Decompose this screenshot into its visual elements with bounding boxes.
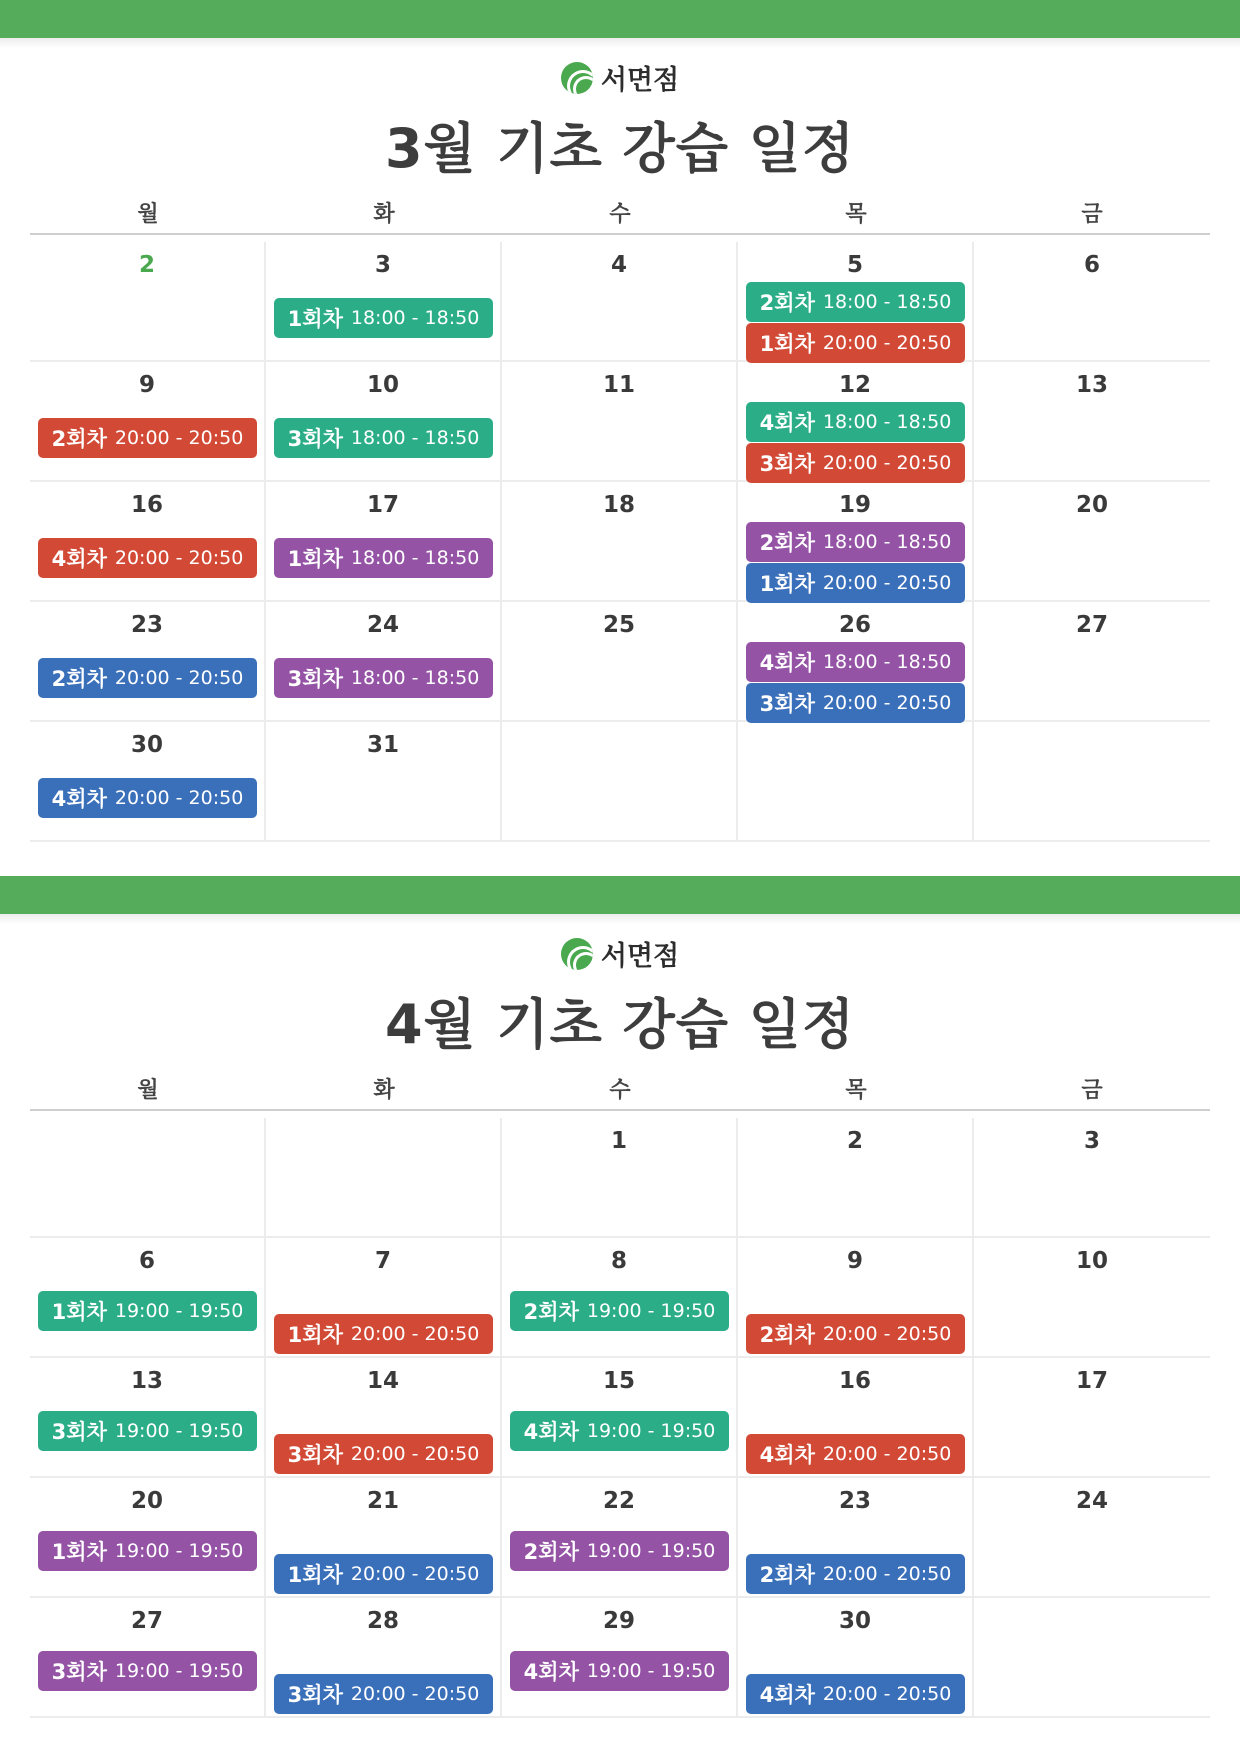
day-number: 2	[138, 252, 155, 278]
day-number: 17	[1075, 1368, 1108, 1394]
session-label: 4회차	[759, 1443, 815, 1467]
calendar-day-cell	[266, 242, 502, 362]
session-time: 20:00 - 20:50	[350, 1683, 480, 1705]
class-session-event[interactable]	[746, 282, 965, 322]
session-label: 4회차	[759, 651, 815, 675]
session-time: 20:00 - 20:50	[822, 1443, 952, 1465]
calendar-grid	[30, 242, 1210, 842]
calendar-day-cell	[30, 722, 266, 842]
calendar-day-cell	[502, 362, 738, 482]
session-label: 2회차	[759, 1563, 815, 1587]
session-label: 2회차	[523, 1300, 579, 1324]
session-label: 4회차	[51, 547, 107, 571]
day-number: 6	[1083, 252, 1100, 278]
calendar-day-cell	[974, 602, 1210, 722]
calendar-day-cell	[30, 1238, 266, 1358]
session-time: 20:00 - 20:50	[350, 1443, 480, 1465]
day-number: 11	[602, 372, 635, 398]
day-number: 9	[138, 372, 155, 398]
session-time: 19:00 - 19:50	[586, 1540, 716, 1562]
session-label: 1회차	[759, 332, 815, 356]
session-time: 20:00 - 20:50	[822, 692, 952, 714]
calendar-day-cell	[266, 1118, 502, 1238]
class-session-event[interactable]	[746, 1674, 965, 1714]
session-label: 1회차	[287, 1563, 343, 1587]
brand-logo-icon	[561, 62, 593, 94]
class-session-event[interactable]	[746, 402, 965, 442]
session-time: 20:00 - 20:50	[822, 332, 952, 354]
calendar-day-cell	[30, 242, 266, 362]
session-label: 1회차	[287, 1323, 343, 1347]
class-session-event[interactable]	[510, 1291, 729, 1331]
calendar-day-cell	[266, 482, 502, 602]
calendar-day-cell	[266, 602, 502, 722]
day-number: 29	[602, 1608, 635, 1634]
day-number: 18	[602, 492, 635, 518]
class-session-event[interactable]	[746, 1314, 965, 1354]
weekday-label: 월	[137, 202, 159, 227]
session-label: 3회차	[287, 1683, 343, 1707]
session-time: 19:00 - 19:50	[114, 1300, 244, 1322]
day-number: 10	[366, 372, 399, 398]
calendar-day-cell	[738, 362, 974, 482]
session-label: 2회차	[523, 1540, 579, 1564]
day-number: 23	[838, 1488, 871, 1514]
day-number: 8	[610, 1248, 627, 1274]
session-label: 1회차	[51, 1540, 107, 1564]
calendar-day-cell	[30, 362, 266, 482]
session-label: 3회차	[51, 1420, 107, 1444]
class-session-event[interactable]	[746, 522, 965, 562]
class-session-event[interactable]	[274, 1674, 493, 1714]
top-bar-shadow	[0, 38, 1240, 48]
session-time: 19:00 - 19:50	[114, 1420, 244, 1442]
session-label: 2회차	[51, 427, 107, 451]
day-number: 14	[366, 1368, 399, 1394]
calendar-day-cell	[266, 1358, 502, 1478]
session-label: 4회차	[523, 1420, 579, 1444]
calendar-day-cell	[30, 1358, 266, 1478]
session-time: 18:00 - 18:50	[822, 531, 952, 553]
class-session-event[interactable]	[38, 418, 257, 458]
session-time: 18:00 - 18:50	[350, 427, 480, 449]
session-label: 2회차	[759, 291, 815, 315]
calendar-day-cell	[974, 1598, 1210, 1718]
class-session-event[interactable]	[274, 538, 493, 578]
day-number: 13	[130, 1368, 163, 1394]
session-time: 19:00 - 19:50	[114, 1660, 244, 1682]
class-session-event[interactable]	[274, 1554, 493, 1594]
brand-logo-icon	[561, 938, 593, 970]
calendar-title: 4월 기초 강습 일정	[384, 993, 856, 1056]
weekday-label: 월	[137, 1078, 159, 1103]
weekday-label: 화	[373, 202, 395, 227]
calendar-day-cell	[502, 1598, 738, 1718]
top-color-bar	[0, 876, 1240, 914]
day-number: 17	[366, 492, 399, 518]
top-color-bar	[0, 0, 1240, 38]
calendar-day-cell	[30, 1118, 266, 1238]
session-time: 20:00 - 20:50	[822, 572, 952, 594]
calendar-day-cell	[738, 1478, 974, 1598]
calendar-day-cell	[266, 1238, 502, 1358]
weekday-label: 수	[609, 1078, 631, 1103]
day-number: 23	[130, 612, 163, 638]
calendar-day-cell	[502, 1478, 738, 1598]
calendar-day-cell	[502, 602, 738, 722]
weekday-label: 금	[1081, 202, 1103, 227]
session-label: 1회차	[51, 1300, 107, 1324]
branch-name: 서면점	[600, 941, 680, 972]
calendar-day-cell	[974, 1478, 1210, 1598]
session-time: 19:00 - 19:50	[586, 1420, 716, 1442]
class-session-event[interactable]	[510, 1531, 729, 1571]
class-session-event[interactable]	[38, 1411, 257, 1451]
day-number: 20	[1075, 492, 1108, 518]
day-number: 4	[610, 252, 627, 278]
calendar-day-cell	[738, 1118, 974, 1238]
calendar-day-cell	[974, 722, 1210, 842]
day-number: 19	[838, 492, 871, 518]
session-time: 20:00 - 20:50	[350, 1323, 480, 1345]
day-number: 20	[130, 1488, 163, 1514]
weekday-label: 금	[1081, 1078, 1103, 1103]
weekday-label: 목	[845, 1078, 867, 1103]
session-time: 20:00 - 20:50	[114, 427, 244, 449]
calendar-day-cell	[30, 1478, 266, 1598]
calendar-day-cell	[266, 362, 502, 482]
class-session-event[interactable]	[274, 658, 493, 698]
day-number: 12	[838, 372, 871, 398]
day-number: 3	[1083, 1128, 1100, 1154]
class-session-event[interactable]	[746, 323, 965, 363]
class-session-event[interactable]	[38, 1291, 257, 1331]
day-number: 9	[846, 1248, 863, 1274]
day-number: 28	[366, 1608, 399, 1634]
weekday-label: 수	[609, 202, 631, 227]
weekday-header	[30, 195, 1210, 235]
weekday-header	[30, 1071, 1210, 1111]
session-label: 3회차	[287, 667, 343, 691]
session-label: 2회차	[51, 667, 107, 691]
day-number: 24	[1075, 1488, 1108, 1514]
calendar-day-cell	[502, 722, 738, 842]
day-number: 3	[374, 252, 391, 278]
session-time: 20:00 - 20:50	[822, 1683, 952, 1705]
session-label: 3회차	[287, 1443, 343, 1467]
class-session-event[interactable]	[38, 538, 257, 578]
day-number: 30	[838, 1608, 871, 1634]
calendar-day-cell	[738, 1598, 974, 1718]
day-number: 31	[366, 732, 399, 758]
weekday-label: 목	[845, 202, 867, 227]
session-time: 20:00 - 20:50	[114, 667, 244, 689]
top-bar-shadow	[0, 914, 1240, 924]
calendar-day-cell	[502, 482, 738, 602]
branch-header	[0, 58, 1240, 101]
session-label: 1회차	[759, 572, 815, 596]
calendar-day-cell	[974, 362, 1210, 482]
day-number: 2	[846, 1128, 863, 1154]
day-number: 1	[610, 1128, 627, 1154]
calendar-day-cell	[974, 482, 1210, 602]
calendar-day-cell	[266, 1478, 502, 1598]
calendar-day-cell	[738, 1358, 974, 1478]
day-number: 5	[846, 252, 863, 278]
day-number: 27	[130, 1608, 163, 1634]
calendar-day-cell	[974, 1238, 1210, 1358]
calendar-day-cell	[738, 242, 974, 362]
session-time: 18:00 - 18:50	[350, 307, 480, 329]
class-session-event[interactable]	[38, 778, 257, 818]
class-session-event[interactable]	[38, 1531, 257, 1571]
class-session-event[interactable]	[746, 1554, 965, 1594]
calendar-day-cell	[30, 602, 266, 722]
session-label: 3회차	[51, 1660, 107, 1684]
session-time: 19:00 - 19:50	[586, 1660, 716, 1682]
session-label: 3회차	[759, 692, 815, 716]
session-label: 4회차	[759, 411, 815, 435]
session-label: 3회차	[759, 452, 815, 476]
calendar-grid	[30, 1118, 1210, 1718]
session-label: 4회차	[523, 1660, 579, 1684]
session-time: 19:00 - 19:50	[586, 1300, 716, 1322]
calendar-day-cell	[266, 1598, 502, 1718]
day-number: 7	[374, 1248, 391, 1274]
class-session-event[interactable]	[510, 1651, 729, 1691]
session-time: 18:00 - 18:50	[822, 291, 952, 313]
day-number: 25	[602, 612, 635, 638]
day-number: 24	[366, 612, 399, 638]
session-time: 20:00 - 20:50	[114, 787, 244, 809]
class-session-event[interactable]	[746, 443, 965, 483]
class-session-event[interactable]	[38, 658, 257, 698]
branch-header	[0, 934, 1240, 977]
class-session-event[interactable]	[746, 563, 965, 603]
day-number: 6	[138, 1248, 155, 1274]
class-session-event[interactable]	[746, 642, 965, 682]
session-label: 1회차	[287, 547, 343, 571]
day-number: 16	[838, 1368, 871, 1394]
calendar-day-cell	[738, 602, 974, 722]
day-number: 13	[1075, 372, 1108, 398]
session-time: 20:00 - 20:50	[350, 1563, 480, 1585]
calendar-day-cell	[738, 1238, 974, 1358]
session-time: 18:00 - 18:50	[350, 547, 480, 569]
session-time: 20:00 - 20:50	[114, 547, 244, 569]
calendar-day-cell	[266, 722, 502, 842]
day-number: 10	[1075, 1248, 1108, 1274]
calendar-title: 3월 기초 강습 일정	[384, 117, 856, 180]
calendar-day-cell	[738, 722, 974, 842]
day-number: 22	[602, 1488, 635, 1514]
session-label: 4회차	[759, 1683, 815, 1707]
class-session-event[interactable]	[510, 1411, 729, 1451]
calendar-day-cell	[30, 1598, 266, 1718]
calendar-day-cell	[502, 242, 738, 362]
session-time: 19:00 - 19:50	[114, 1540, 244, 1562]
session-label: 1회차	[287, 307, 343, 331]
session-label: 4회차	[51, 787, 107, 811]
calendar-day-cell	[502, 1358, 738, 1478]
session-time: 18:00 - 18:50	[822, 651, 952, 673]
class-session-event[interactable]	[38, 1651, 257, 1691]
session-time: 20:00 - 20:50	[822, 452, 952, 474]
class-session-event[interactable]	[274, 298, 493, 338]
calendar-day-cell	[974, 242, 1210, 362]
day-number: 16	[130, 492, 163, 518]
weekday-label: 화	[373, 1078, 395, 1103]
calendar-day-cell	[502, 1118, 738, 1238]
day-number: 21	[366, 1488, 399, 1514]
session-label: 2회차	[759, 531, 815, 555]
calendar-day-cell	[30, 482, 266, 602]
session-time: 18:00 - 18:50	[350, 667, 480, 689]
day-number: 15	[602, 1368, 635, 1394]
session-time: 20:00 - 20:50	[822, 1323, 952, 1345]
session-label: 2회차	[759, 1323, 815, 1347]
branch-name: 서면점	[600, 65, 680, 96]
calendar-day-cell	[974, 1358, 1210, 1478]
session-label: 3회차	[287, 427, 343, 451]
calendar-day-cell	[738, 482, 974, 602]
class-session-event[interactable]	[746, 683, 965, 723]
class-session-event[interactable]	[746, 1434, 965, 1474]
class-session-event[interactable]	[274, 418, 493, 458]
calendar-day-cell	[502, 1238, 738, 1358]
day-number: 27	[1075, 612, 1108, 638]
session-time: 18:00 - 18:50	[822, 411, 952, 433]
day-number: 30	[130, 732, 163, 758]
class-session-event[interactable]	[274, 1434, 493, 1474]
session-time: 20:00 - 20:50	[822, 1563, 952, 1585]
day-number: 26	[838, 612, 871, 638]
class-session-event[interactable]	[274, 1314, 493, 1354]
calendar-day-cell	[974, 1118, 1210, 1238]
